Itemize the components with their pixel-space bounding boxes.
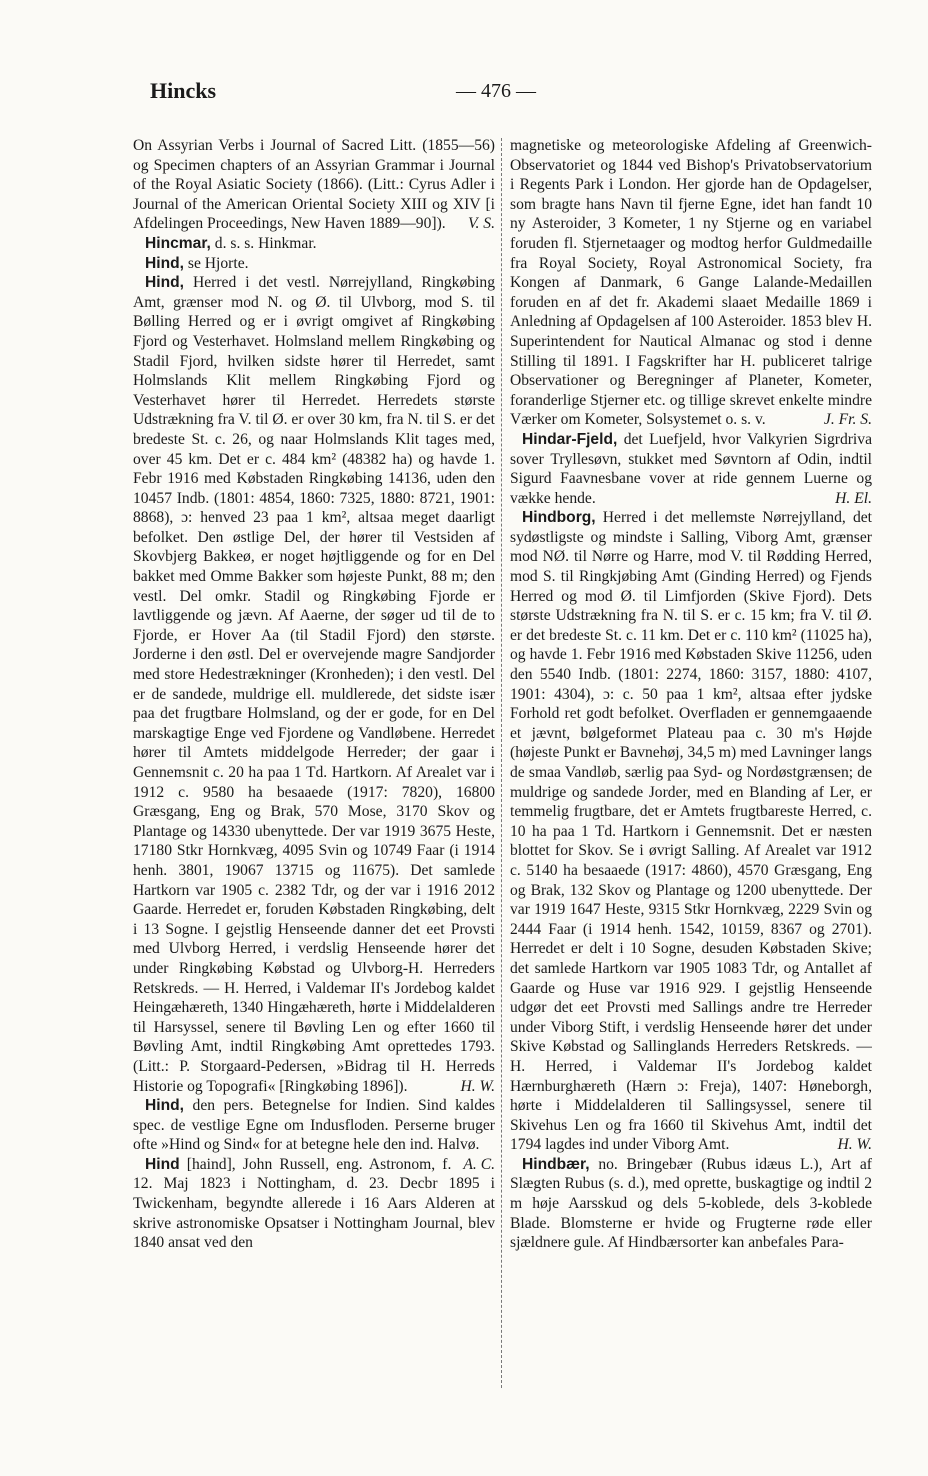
entry-hindar-fjeld: Hindar-Fjeld, det Luefjeld, hvor Valkyrien Sigrdriva sover Tryllesøvn, stukket med Søvntorn af Odin, indtil Sigurd Faavnesbane vover at ride gennem Luerne og vække hende. H. El. — [510, 430, 872, 507]
entry-headword: Hindbær, — [522, 1155, 590, 1173]
entry-headword: Hind, — [145, 274, 184, 292]
author-signature: A. C. — [463, 1155, 495, 1173]
text-columns — [133, 136, 891, 1392]
entry-continuation: magnetiske og meteorologiske Afdeling af Greenwich-Observatoriet og 1844 ved Bishop's Privatobservatorium i Regents Park i London. Her gjorde han de Opdagelser, som bragte hans Navn til fjerne Egne, idet han fandt 10 ny Asteroider, 3 Kometer, 1 ny Stjerne og en variabel foruden fl. Stjernetaager og modtog herfor Guldmedaille fra Royal Society, Royal Astronomical Society, fra Kongen af Danmark, 6 Gange Lalande-Medaillen foruden en af det fr. Akademi slaaet Medaille 1869 i Anledning af Opdagelsen af 100 Asteroider. 1853 blev H. Superintendent for Nautical Almanac og stod i denne Stilling til 1891. I Fagskrifter har H. publiceret talrige Observationer og Beregninger af Planeter, Kometer, foranderlige Stjerner etc. og tillige skrevet enkelte mindre Værker om Kometer, Solsystemet o. s. v. J. Fr. S. — [510, 137, 872, 429]
entry-headword: Hindar-Fjeld, — [522, 430, 618, 448]
running-head-word: Hincks — [150, 78, 217, 103]
page-number: — 476 — — [456, 80, 536, 102]
entry-hind-john-russell: Hind [haind], John Russell, eng. Astronom, f. 12. Maj 1823 i Nottingham, d. 23. Decbr 1895 i Twickenham, begyndte allerede i 16 Aars Alderen at skrive astronomiske Opsatser i Nottingham Journal, blev 1840 ansat ved den — [133, 1155, 495, 1252]
entry-headword: Hind, — [145, 1097, 184, 1115]
right-column — [510, 136, 872, 1392]
entry-headword: Hind — [145, 1155, 180, 1173]
entry-hind-indien: Hind, den pers. Betegnelse for Indien. Sind kaldes spec. de vestlige Egne om Indusfloden. Perserne bruger ofte »Hind og Sind« for at betegne hele den ind. Halvø. A. C. — [133, 1097, 495, 1173]
page-header — [150, 78, 890, 112]
author-signature: H. W. — [837, 1136, 872, 1154]
author-signature: H. W. — [460, 1077, 495, 1095]
entry-hincmar: Hincmar, d. s. s. Hinkmar. — [145, 234, 317, 252]
entry-hindbaer: Hindbær, no. Bringebær (Rubus idæus L.), Art af Slægten Rubus (s. d.), med oprette, buskagtige og indtil 2 m høje Aarsskud og dels 5-koblede, dels 3-koblede Blade. Blomsterne er hvide og Frugterne røde eller sjældnere gule. Af Hindbærsorter kan anbefales Para- — [510, 1155, 872, 1252]
entry-hind-hjorte: Hind, se Hjorte. — [145, 254, 249, 272]
author-signature: V. S. — [467, 215, 495, 233]
entry-hind-herred: Hind, Herred i det vestl. Nørrejylland, Ringkøbing Amt, grænser mod N. og Ø. til Ulvborg, mod S. til Bølling Herred og er i øvrigt omgivet af Ringkøbing Fjord og Vesterhavet. Holmsland mellem Ringkøbing og Stadil Fjord, hvilken sidste hører til Herredet, samt Holmslands Klit mellem Ringkøbing Fjord og Vesterhavet hører til Herredet. Herredets største Udstrækning fra V. til Ø. er over 30 km, fra N. til S. er det bredeste St. c. 26, og naar Holmslands Klit tages med, over 45 km. Det er c. 484 km² (48382 ha) og havde 1. Febr 1916 med Købstaden Ringkøbing 14136, uden den 10457 Indb. (1801: 4854, 1860: 7325, 1880: 8721, 1901: 8868), ɔ: henved 23 paa 1 km², altsaa meget daarligt befolket. Den østlige Del, der hører til Vestsiden af Skovbjerg Bakkeø, er noget højtliggende og for en Del bakket med Omme Bakker som højeste Punkt, 88 m; den vestl. Del omkr. Stadil og Ringkøbing Fjorde er lavtliggende og jævn. Af Aaerne, der søger ud til de to Fjorde, er Hover Aa (til Stadil Fjord) den største. Jorderne i den østl. Del er overvejende magre Sandjorder med store Hedestrækninger (Kronheden); i den vestl. Del er de sandede, muldrige ell. muldlerede, det sidste især paa det frugtbare Holmsland, og der er gode, for en Del marskagtige Enge ved Fjordene og Vandløbene. Herredet hører til Amtets middelgode Herreder; der gaar i Gennemsnit c. 20 ha paa 1 Td. Hartkorn. Af Arealet var i 1912 c. 9580 ha besaaede (1917: 7820), 16800 Græsgang, Eng og Brak, 570 Mose, 3170 Skov og Plantage og 14330 ubenyttede. Der var 1919 3675 Heste, 17180 Stkr Hornkvæg, 4095 Svin og 10749 Faar (i 1914 henh. 3801, 19067 13715 og 11675). Det samlede Hartkorn var 1905 c. 2382 Tdr, og der var i 1916 2012 Gaarde. Herredet er, foruden Købstaden Ringkøbing, delt i 13 Sogne. I gejstlig Henseende danner det eet Provsti med Ulvborg Herred, i verdslig Henseende hører det under Ringkøbing Købstad og Ulvborg-H. Herreders Retskreds. — H. Herred, i Valdemar II's Jordebog kaldet Heingæhæreth, 1340 Hingæhæreth, hørte i Middelalderen til Harsyssel, senere til Bøvling Len og efter 1660 til Bøvling Amt, indtil Ringkøbing Amt oprettedes 1793. (Litt.: P. Storgaard-Pedersen, »Bidrag til H. Herreds Historie og Topografi« [Ringkøbing 1896]). H. W. — [133, 274, 495, 1095]
entry-headword: Hincmar, — [145, 234, 211, 252]
entry-headword: Hind, — [145, 254, 184, 272]
author-signature: H. El. — [835, 489, 872, 507]
column-divider — [501, 138, 503, 1388]
left-column — [133, 136, 495, 1392]
author-signature: J. Fr. S. — [823, 411, 872, 429]
entry-headword: Hindborg, — [522, 509, 596, 527]
entry-hindborg: Hindborg, Herred i det mellemste Nørrejylland, det sydøstligste og mindste i Salling, Viborg Amt, grænser mod NØ. til Nørre og Harre, mod V. til Rødding Herred, mod S. til Ringkjøbing Amt (Ginding Herred) og Fjends Herred og mod Ø. til Limfjorden (Skive Fjord). Dets største Udstrækning fra N. til S. er c. 15 km; fra V. til Ø. er det bredeste St. c. 11 km. Det er c. 110 km² (11025 ha), og havde 1. Febr 1916 med Købstaden Skive 11256, uden den 5540 Indb. (1801: 2274, 1860: 3157, 1880: 4107, 1901: 4304), ɔ: c. 50 paa 1 km², altsaa efter jydske Forhold ret godt befolket. Overfladen er gennemgaaende et jævnt, bølgeformet Plateau paa c. 30 m's Højde (højeste Punkt er Bavnehøj, 34,5 m) med Lavninger langs de smaa Vandløb, særlig paa Syd- og Nordøstgrænsen; de muldrige og sandede Jorder, med en Blanding af Ler, er temmelig frugtbare, det er Amtets frugtbareste Herred, c. 10 ha paa 1 Td. Hartkorn i Gennemsnit. Det er næsten blottet for Skov. Se i øvrigt Salling. Af Arealet var 1912 c. 5140 ha besaaede (1917: 4860), 4570 Græsgang, Eng og Brak, 132 Skov og Plantage og 1200 ubenyttede. Der var 1919 1647 Heste, 9315 Stkr Hornkvæg, 2229 Svin og 2444 Faar (i 1914 henh. 1542, 10159, 8367 og 2701). Herredet er delt i 10 Sogne, desuden Købstaden Skive; det samlede Hartkorn var 1905 1083 Tdr, og Antallet af Gaarde og Huse var 1916 929. I gejstlig Henseende udgør det eet Provsti med Sallings andre tre Herreder under Viborg Stift, i verdslig Henseende hører det under Skive Købstad og Sallinglands Herreders Retskreds. — H. Herred, i Valdemar II's Jordebog kaldet Hærnburghæreth (Hærn ɔ: Freja), 1407: Høneborgh, hørte i Middelalderen til Sallingsyssel, senere til Skivehus Len og fra 1660 til Skivehus Amt, indtil det 1794 lagdes ind under Viborg Amt. H. W. — [510, 509, 872, 1154]
entry-continuation: On Assyrian Verbs i Journal of Sacred Litt. (1855—56) og Specimen chapters of an Assyrian Grammar i Journal of the Royal Asiatic Society (1866). (Litt.: Cyrus Adler i Journal of the American Oriental Society XIII og XIV [i Afdelingen Proceedings, New Haven 1889—90]). V. S. — [133, 137, 495, 233]
